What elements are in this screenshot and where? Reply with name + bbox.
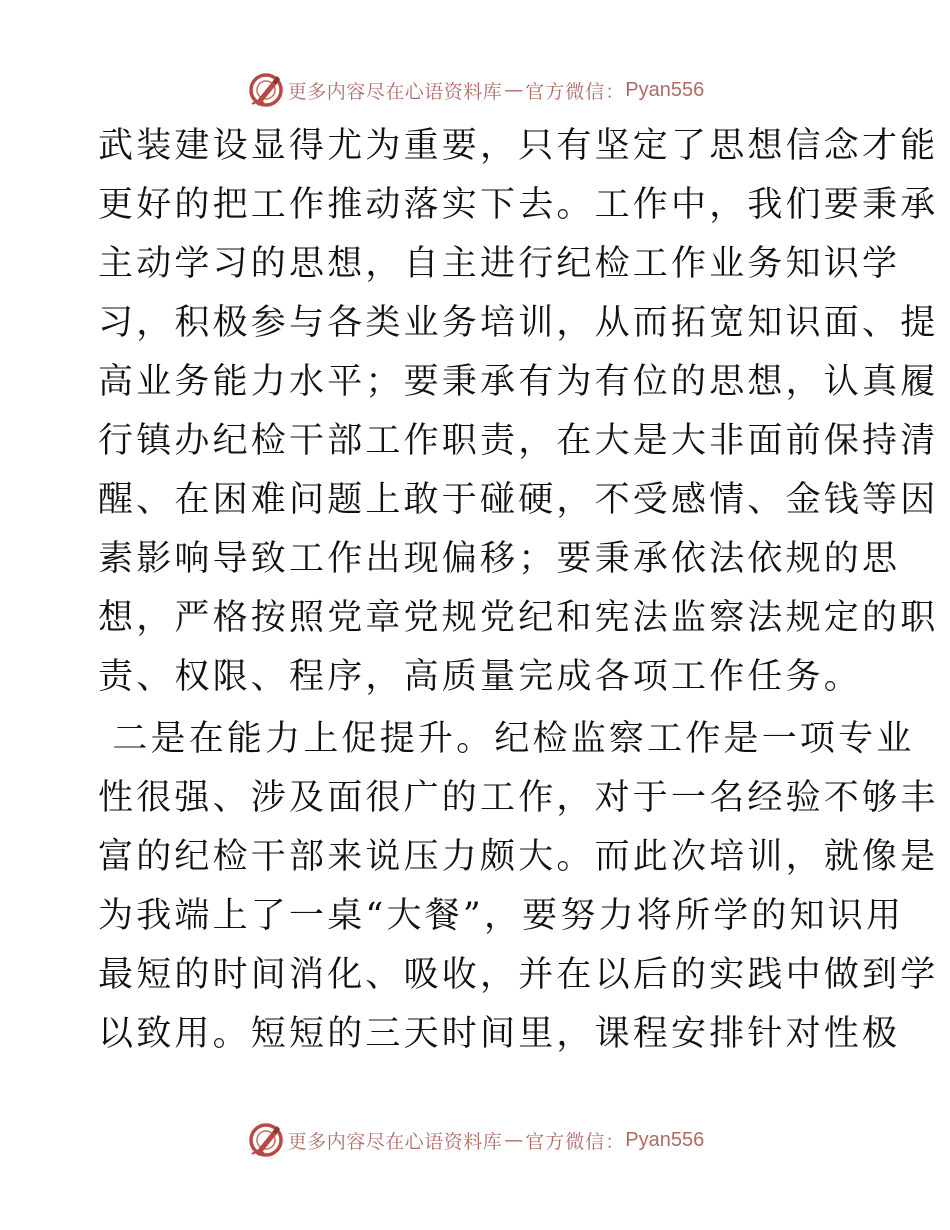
paragraph-line: 醒、在困难问题上敢于碰硬，不受感情、金钱等因 (98, 480, 939, 520)
paragraph-line: 素影响导致工作出现偏移；要秉承依法依规的思 (98, 539, 901, 579)
paragraph-line: 主动学习的思想，自主进行纪检工作业务知识学 (98, 244, 901, 284)
footer-banner (0, 1118, 950, 1162)
paragraph-line: 武装建设显得尤为重要，只有坚定了思想信念才能 (98, 126, 939, 166)
paragraph-2 (98, 710, 939, 1064)
paragraph-line: 性很强、涉及面很广的工作，对于一名经验不够丰 (98, 778, 939, 818)
paragraph-line: 为我端上了一桌“大餐”，要努力将所学的知识用 (98, 896, 905, 936)
paragraph-line: 高业务能力水平；要秉承有为有位的思想，认真履 (98, 362, 939, 402)
header-wechat-id: Pyan556 (625, 78, 705, 101)
footer-banner-text: 更多内容尽在心语资料库 (287, 1130, 503, 1153)
header-banner (0, 68, 950, 112)
paragraph-line: 最短的时间消化、吸收，并在以后的实践中做到学 (98, 955, 939, 995)
header-banner-dash: — (504, 79, 524, 101)
header-wechat-label: 官方微信： (525, 80, 626, 103)
header-banner-text: 更多内容尽在心语资料库 (287, 80, 503, 103)
paragraph-line: 以致用。短短的三天时间里，课程安排针对性极 (98, 1014, 901, 1054)
paragraph-1 (98, 117, 939, 707)
footer-wechat-label: 官方微信： (525, 1130, 626, 1153)
paragraph-line: 二是在能力上促提升。纪检监察工作是一项专业 (98, 719, 915, 759)
paragraph-line: 富的纪检干部来说压力颇大。而此次培训，就像是 (98, 837, 939, 877)
pen-logo-icon (246, 70, 286, 110)
paragraph-line: 行镇办纪检干部工作职责，在大是大非面前保持清 (98, 421, 939, 461)
pen-logo-icon (246, 1120, 286, 1160)
paragraph-line: 更好的把工作推动落实下去。工作中，我们要秉承 (98, 185, 939, 225)
footer-wechat-id: Pyan556 (625, 1128, 705, 1151)
footer-banner-dash: — (504, 1129, 524, 1151)
paragraph-line: 责、权限、程序，高质量完成各项工作任务。 (98, 657, 863, 697)
paragraph-line: 习，积极参与各类业务培训，从而拓宽知识面、提 (98, 303, 939, 343)
paragraph-line: 想，严格按照党章党规党纪和宪法监察法规定的职 (98, 598, 939, 638)
